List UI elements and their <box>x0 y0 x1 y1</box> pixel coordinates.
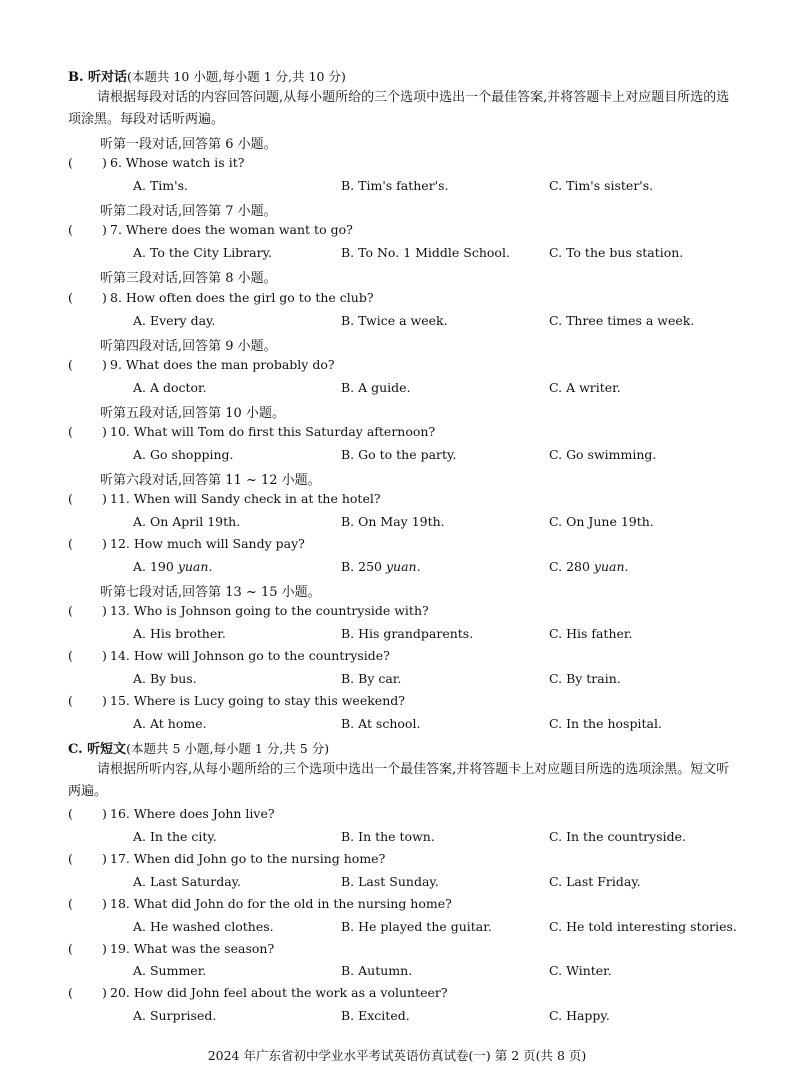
option-c: C. By train. <box>549 671 621 686</box>
option-b: B. His grandparents. <box>341 626 474 641</box>
option-c: C. On June 19th. <box>549 514 654 529</box>
option-c: C. A writer. <box>549 380 621 395</box>
option-c: C. Last Friday. <box>549 874 641 889</box>
option-a: A. Surprised. <box>133 1008 217 1023</box>
answer-blank: ( ) <box>68 941 107 956</box>
question-13 <box>68 603 748 625</box>
option-a: A. Every day. <box>133 313 216 328</box>
section-c-heading: C. 听短文 <box>68 742 127 757</box>
option-c: C. His father. <box>549 626 633 641</box>
question-17-options <box>0 874 794 896</box>
question-15-text: 15. Where is Lucy going to stay this weekend? <box>110 693 405 708</box>
question-11-options <box>0 514 794 536</box>
question-8 <box>68 290 748 312</box>
answer-blank: ( ) <box>68 851 107 866</box>
section-c-title <box>68 738 329 757</box>
answer-blank: ( ) <box>68 693 107 708</box>
option-a: A. Summer. <box>133 963 207 978</box>
option-c: C. To the bus station. <box>549 245 684 260</box>
question-18-options <box>0 919 794 941</box>
question-11-text: 11. When will Sandy check in at the hotel? <box>110 491 381 506</box>
option-a: A. At home. <box>133 716 207 731</box>
option-a: A. In the city. <box>133 829 217 844</box>
section-c-instruction: 请根据所听内容,从每小题所给的三个选项中选出一个最佳答案,并将答题卡上对应题目所选的选项涂黑。短文听两遍。 <box>68 762 730 799</box>
answer-blank: ( ) <box>68 357 107 372</box>
option-a: A. Tim's. <box>133 178 188 193</box>
option-a: A. His brother. <box>133 626 226 641</box>
answer-blank: ( ) <box>68 491 107 506</box>
option-c: C. Tim's sister's. <box>549 178 654 193</box>
question-9 <box>68 357 748 379</box>
question-7-text: 7. Where does the woman want to go? <box>110 222 353 237</box>
option-c: C. He told interesting stories. <box>549 919 737 934</box>
answer-blank: ( ) <box>68 155 107 170</box>
question-17 <box>68 851 748 873</box>
question-18 <box>68 896 748 918</box>
question-12-options <box>0 559 794 581</box>
answer-blank: ( ) <box>68 290 107 305</box>
question-6-options <box>0 178 794 200</box>
option-c: C. In the countryside. <box>549 829 686 844</box>
option-a: A. By bus. <box>133 671 197 686</box>
option-a: A. He washed clothes. <box>133 919 274 934</box>
option-a: A. Go shopping. <box>133 447 234 462</box>
question-19-options <box>0 963 794 985</box>
answer-blank: ( ) <box>68 603 107 618</box>
option-b: B. By car. <box>341 671 402 686</box>
question-18-text: 18. What did John do for the old in the nursing home? <box>110 896 452 911</box>
dialogue-3-heading: 听第三段对话,回答第 8 小题。 <box>100 271 277 286</box>
question-7 <box>68 222 748 244</box>
question-19-text: 19. What was the season? <box>110 941 275 956</box>
answer-blank: ( ) <box>68 536 107 551</box>
question-6 <box>68 155 748 177</box>
section-b-instruction: 请根据每段对话的内容回答问题,从每小题所给的三个选项中选出一个最佳答案,并将答题卡上对应题目所选的选项涂黑。每段对话听两遍。 <box>68 90 730 127</box>
answer-blank: ( ) <box>68 806 107 821</box>
question-15 <box>68 693 748 715</box>
question-8-options <box>0 313 794 335</box>
section-b-title <box>68 66 346 85</box>
question-10-options <box>0 447 794 469</box>
dialogue-1-heading: 听第一段对话,回答第 6 小题。 <box>100 137 277 152</box>
question-6-text: 6. Whose watch is it? <box>110 155 245 170</box>
answer-blank: ( ) <box>68 222 107 237</box>
question-9-options <box>0 380 794 402</box>
question-16-text: 16. Where does John live? <box>110 806 275 821</box>
option-a: A. A doctor. <box>133 380 207 395</box>
option-b: B. Autumn. <box>341 963 413 978</box>
section-b-note: (本题共 10 小题,每小题 1 分,共 10 分) <box>127 69 346 84</box>
option-b: B. Go to the party. <box>341 447 457 462</box>
question-10-text: 10. What will Tom do first this Saturday afternoon? <box>110 424 436 439</box>
dialogue-2-heading: 听第二段对话,回答第 7 小题。 <box>100 204 277 219</box>
question-13-text: 13. Who is Johnson going to the countryside with? <box>110 603 429 618</box>
option-b: B. A guide. <box>341 380 411 395</box>
dialogue-5-heading: 听第五段对话,回答第 10 小题。 <box>100 406 285 421</box>
option-b: B. 250 yuan. <box>341 559 421 574</box>
question-20 <box>68 985 748 1007</box>
option-b: B. Last Sunday. <box>341 874 439 889</box>
option-b: B. He played the guitar. <box>341 919 492 934</box>
question-20-text: 20. How did John feel about the work as a volunteer? <box>110 985 448 1000</box>
question-19 <box>68 941 748 963</box>
question-13-options <box>0 626 794 648</box>
question-16 <box>68 806 748 828</box>
question-10 <box>68 424 748 446</box>
question-12-text: 12. How much will Sandy pay? <box>110 536 305 551</box>
question-16-options <box>0 829 794 851</box>
option-a: A. To the City Library. <box>133 245 272 260</box>
section-b-heading: B. 听对话 <box>68 70 128 85</box>
page-footer: 2024 年广东省初中学业水平考试英语仿真试卷(一) 第 2 页(共 8 页) <box>207 1048 587 1063</box>
question-20-options <box>0 1008 794 1030</box>
option-b: B. To No. 1 Middle School. <box>341 245 510 260</box>
question-14-options <box>0 671 794 693</box>
question-9-text: 9. What does the man probably do? <box>110 357 335 372</box>
option-b: B. Excited. <box>341 1008 410 1023</box>
option-c: C. 280 yuan. <box>549 559 629 574</box>
dialogue-7-heading: 听第七段对话,回答第 13 ~ 15 小题。 <box>100 585 321 600</box>
option-b: B. At school. <box>341 716 421 731</box>
answer-blank: ( ) <box>68 648 107 663</box>
option-a: A. On April 19th. <box>133 514 241 529</box>
question-14-text: 14. How will Johnson go to the countryside? <box>110 648 390 663</box>
option-c: C. Three times a week. <box>549 313 695 328</box>
question-11 <box>68 491 748 513</box>
question-17-text: 17. When did John go to the nursing home? <box>110 851 386 866</box>
option-c: C. Go swimming. <box>549 447 657 462</box>
question-7-options <box>0 245 794 267</box>
option-c: C. In the hospital. <box>549 716 662 731</box>
question-12 <box>68 536 748 558</box>
option-c: C. Happy. <box>549 1008 610 1023</box>
answer-blank: ( ) <box>68 896 107 911</box>
question-8-text: 8. How often does the girl go to the club? <box>110 290 374 305</box>
option-c: C. Winter. <box>549 963 612 978</box>
option-b: B. On May 19th. <box>341 514 445 529</box>
option-b: B. Tim's father's. <box>341 178 449 193</box>
option-a: A. 190 yuan. <box>133 559 213 574</box>
answer-blank: ( ) <box>68 985 107 1000</box>
option-b: B. In the town. <box>341 829 435 844</box>
dialogue-4-heading: 听第四段对话,回答第 9 小题。 <box>100 339 277 354</box>
dialogue-6-heading: 听第六段对话,回答第 11 ~ 12 小题。 <box>100 473 321 488</box>
section-c-note: (本题共 5 小题,每小题 1 分,共 5 分) <box>126 741 330 756</box>
question-14 <box>68 648 748 670</box>
option-a: A. Last Saturday. <box>133 874 242 889</box>
question-15-options <box>0 716 794 738</box>
option-b: B. Twice a week. <box>341 313 448 328</box>
answer-blank: ( ) <box>68 424 107 439</box>
